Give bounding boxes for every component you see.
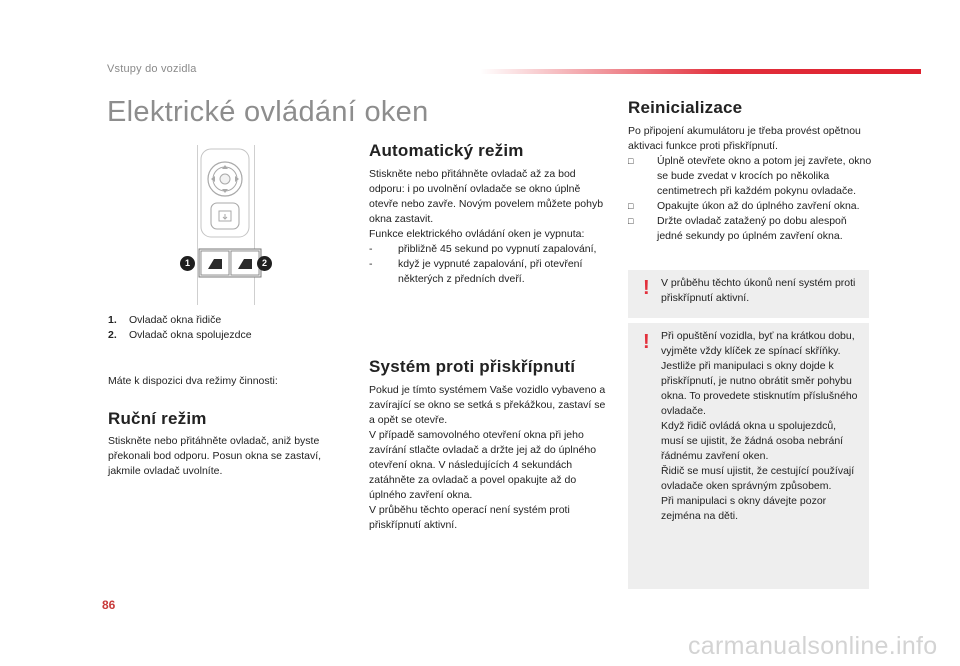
reinit-text	[628, 124, 873, 244]
reinit-heading: Reinicializace	[628, 98, 743, 117]
automatic-mode-heading: Automatický režim	[369, 141, 524, 160]
list-item: □ Opakujte úkon až do úplného zavření okna.	[628, 200, 860, 212]
header-accent-bar	[480, 69, 921, 74]
warning-icon: !	[643, 331, 650, 353]
anti-pinch-paragraph: V průběhu těchto operací není systém proti přiskřípnutí aktivní.	[369, 504, 570, 531]
reinit-steps	[628, 154, 873, 244]
window-switch-icon	[231, 251, 259, 275]
automatic-mode-text	[369, 167, 609, 287]
manual-mode-text: Stiskněte nebo přitáhněte ovladač, aniž byste překonali bod odporu. Posun okna se zastaví, jakmile ovladač uvolníte.	[108, 435, 322, 477]
automatic-mode-disabled-intro: Funkce elektrického ovládání oken je vypnuta:	[369, 228, 585, 240]
checkbox-bullet-icon: □	[628, 201, 634, 211]
manual-mode-heading: Ruční režim	[108, 409, 207, 428]
warning-box	[628, 270, 869, 318]
list-item: - přibližně 45 sekund po vypnutí zapalování,	[369, 243, 597, 255]
list-item: □ Držte ovladač zatažený po dobu alespoň jedné sekundy po úplném zavření okna.	[628, 215, 847, 242]
anti-pinch-text	[369, 383, 609, 533]
anti-pinch-heading: Systém proti přiskřípnutí	[369, 357, 576, 376]
legend-item: 1. Ovladač okna řidiče	[108, 314, 222, 326]
legend-item: 2. Ovladač okna spolujezdce	[108, 329, 252, 341]
list-item: □ Úplně otevřete okno a potom jej zavřete, okno se bude zvedat v krocích po několika centimetrech při každém pokynu ovladače.	[628, 155, 872, 197]
reinit-paragraph: Po připojení akumulátoru je třeba provést opětnou aktivaci funkce proti přiskřípnutí.	[628, 125, 861, 152]
list-item: - když je vypnuté zapalování, při otevření některých z předních dveří.	[369, 258, 583, 285]
modes-intro: Máte k dispozici dva režimy činnosti:	[108, 375, 278, 387]
watermark: carmanualsonline.info	[688, 632, 938, 660]
warning-text: Při opuštění vozidla, byť na krátkou dobu, vyjměte vždy klíček ze spínací skříňky. Jestliže při manipulaci s okny dojde k přiskřípnutí, je nutno obrátit směr pohybu okna. To provedete stisknutím příslušného ovladače. Když řidič ovládá okna u spolujezdců, musí se ujistit, že žádná osoba nebrání řádnému zavření oken. Řidič se musí ujistit, že cestující používají ovladače oken správným způsobem. Při manipulaci s okny dávejte pozor zejména na děti.	[661, 330, 858, 522]
page-title: Elektrické ovládání oken	[107, 96, 429, 128]
checkbox-bullet-icon: □	[628, 156, 634, 166]
automatic-mode-paragraph: Stiskněte nebo přitáhněte ovladač až za bod odporu: i po uvolnění ovladače se okno úplně otevře nebo zavře. Novým povelem můžete pohyb okna zastavit.	[369, 168, 604, 225]
automatic-mode-list	[369, 242, 609, 287]
callout-2: 2	[257, 256, 272, 271]
window-switch-icon	[201, 251, 229, 275]
warning-text: V průběhu těchto úkonů není systém proti přiskřípnutí aktivní.	[661, 277, 856, 304]
switch-panel-drawing	[188, 145, 274, 305]
warning-box	[628, 323, 869, 589]
anti-pinch-paragraph: Pokud je tímto systémem Vaše vozidlo vybaveno a zavírající se okno se setká s překážkou, zastaví se a opět se otevře.	[369, 384, 606, 426]
figure-legend	[108, 313, 252, 343]
page-number: 86	[102, 598, 116, 612]
checkbox-bullet-icon: □	[628, 216, 634, 226]
callout-1: 1	[180, 256, 195, 271]
mirror-fold-icon	[211, 203, 239, 229]
section-label: Vstupy do vozidla	[107, 63, 197, 75]
window-switch-illustration	[184, 145, 274, 305]
warning-icon: !	[643, 277, 650, 299]
mirror-control-icon	[208, 162, 242, 196]
anti-pinch-paragraph: V případě samovolného otevření okna při jeho zavírání stlačte ovladač a držte jej až do úplného otevření okna. V následujících 4 sekundách zatáhněte za ovladač a povel opakujte až do úplného zavření okna.	[369, 429, 597, 501]
